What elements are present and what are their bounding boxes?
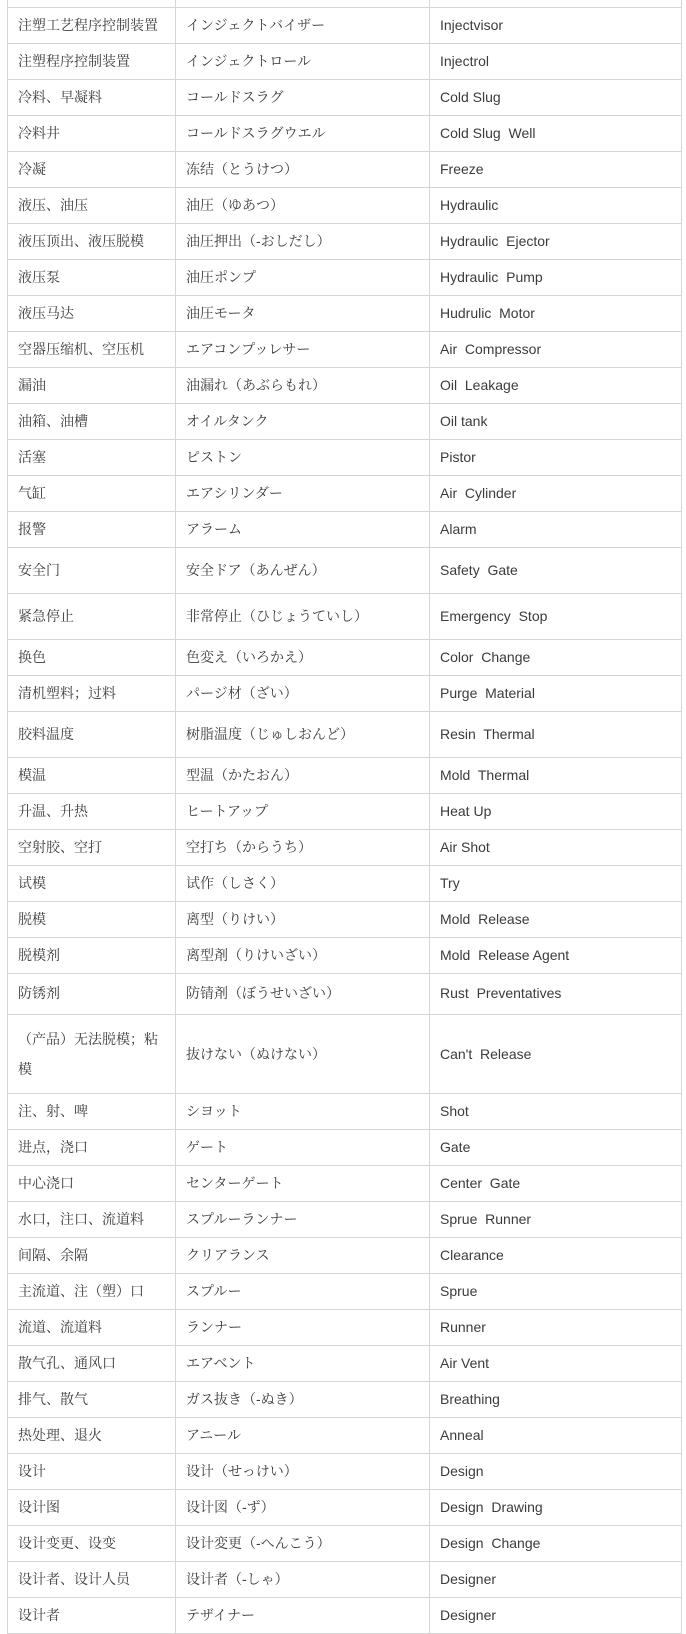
cell-japanese-term: 油圧ポンプ [176,259,430,295]
cell-chinese-term: 液压、油压 [8,187,176,223]
table-row [8,1525,682,1561]
cell-japanese-term: 防锖剤（ぼうせいざい） [176,973,430,1014]
cell-chinese-term: 中心浇口 [8,1165,176,1201]
cell-chinese-term: 漏油 [8,367,176,403]
cell-english-term: Gate [430,1129,682,1165]
cell-japanese-term: 安全ドア（あんぜん） [176,547,430,593]
table-row [8,1165,682,1201]
table-row [8,1381,682,1417]
cell-chinese-term: 设计者、设计人员 [8,1561,176,1597]
table-row [8,937,682,973]
cell-chinese-term: 流道、流道料 [8,1309,176,1345]
table-row [8,7,682,43]
cell-english-term: Designer [430,1597,682,1633]
cell-japanese-term: ランナー [176,1309,430,1345]
cell-chinese-term: 注塑程序控制装置 [8,43,176,79]
cell-japanese-term: 离型（りけい） [176,901,430,937]
cell-chinese-term: 设计 [8,1453,176,1489]
cell-chinese-term: 报警 [8,511,176,547]
table-row [8,757,682,793]
cell-chinese-term: 进点，浇口 [8,1129,176,1165]
cell-chinese-term: 紧急停止 [8,593,176,639]
cell-english-term: Heat Up [430,793,682,829]
cell-japanese-term: スプルーランナー [176,1201,430,1237]
cell-english-term: Designer [430,1561,682,1597]
cell-english-term: Injectvisor [430,7,682,43]
glossary-table [7,0,682,1634]
cell-english-term: Resin Thermal [430,711,682,757]
cell-chinese-term: 液压顶出、液压脱模 [8,223,176,259]
cell-chinese-term: 空器压缩机、空压机 [8,331,176,367]
cell-english-term: Design Change [430,1525,682,1561]
cell-english-term: Air Compressor [430,331,682,367]
cell-english-term: Oil tank [430,403,682,439]
cell-japanese-term: 设计（せっけい） [176,1453,430,1489]
cell-japanese-term: 色変え（いろかえ） [176,639,430,675]
cell-english-term: Runner [430,1309,682,1345]
cell-english-term: Air Cylinder [430,475,682,511]
cell-english-term: Shot [430,1093,682,1129]
cell-japanese-term: 油圧モータ [176,295,430,331]
cell-english-term: Hydraulic [430,187,682,223]
cell-chinese-term: 液压马达 [8,295,176,331]
table-row [8,79,682,115]
cell-english-term: Purge Material [430,675,682,711]
cell-japanese-term: アニール [176,1417,430,1453]
cell-japanese-term: スプルー [176,1273,430,1309]
cell-chinese-term: 油箱、油槽 [8,403,176,439]
cell-english-term: Sprue Runner [430,1201,682,1237]
cell-japanese-term: オイルタンク [176,403,430,439]
cell-english-term: Emergency Stop [430,593,682,639]
table-row [8,639,682,675]
cell-english-term: Mold Release [430,901,682,937]
cell-chinese-term: 防锈剂 [8,973,176,1014]
cell-english-term: Design [430,1453,682,1489]
cell-chinese-term: 主流道、注（塑）口 [8,1273,176,1309]
cell-japanese-term: 设计者（-しゃ） [176,1561,430,1597]
cell-english-term: Center Gate [430,1165,682,1201]
table-row [8,43,682,79]
table-row [8,1453,682,1489]
table-row [8,475,682,511]
table-row [8,1273,682,1309]
cell-english-term: Hudrulic Motor [430,295,682,331]
cell-english-term: Hydraulic Pump [430,259,682,295]
table-row [8,259,682,295]
table-row [8,829,682,865]
table-row [8,1309,682,1345]
cell-chinese-term: 注、射、啤 [8,1093,176,1129]
cell-chinese-term: 活塞 [8,439,176,475]
table-row [8,793,682,829]
cell-chinese-term: 液压泵 [8,259,176,295]
table-row [8,1489,682,1525]
cell-japanese-partial [176,0,430,7]
cell-chinese-term: 脱模剂 [8,937,176,973]
cell-japanese-term: 设计図（-ず） [176,1489,430,1525]
table-row [8,367,682,403]
cell-japanese-term: 试作（しさく） [176,865,430,901]
table-row [8,1561,682,1597]
cell-japanese-term: 油圧（ゆあつ） [176,187,430,223]
cell-japanese-term: 设计変更（-へんこう） [176,1525,430,1561]
cell-english-term: Pistor [430,439,682,475]
cell-chinese-term: （产品）无法脱模；粘模 [8,1014,176,1093]
table-row [8,711,682,757]
cell-chinese-term: 空射胶、空打 [8,829,176,865]
cell-japanese-term: シヨット [176,1093,430,1129]
cell-japanese-term: ガス抜き（-ぬき） [176,1381,430,1417]
table-row [8,151,682,187]
cell-chinese-partial [8,0,176,7]
table-row [8,1345,682,1381]
cell-japanese-term: コールドスラグ [176,79,430,115]
cell-english-term: Oil Leakage [430,367,682,403]
cell-chinese-term: 注塑工艺程序控制装置 [8,7,176,43]
cell-japanese-term: ピストン [176,439,430,475]
cell-japanese-term: エアベント [176,1345,430,1381]
cell-japanese-term: エアシリンダー [176,475,430,511]
cell-english-term: Mold Release Agent [430,937,682,973]
cell-english-partial [430,0,682,7]
cell-chinese-term: 冷料、早凝料 [8,79,176,115]
table-row [8,901,682,937]
cell-english-term: Air Vent [430,1345,682,1381]
cell-english-term: Anneal [430,1417,682,1453]
cell-english-term: Freeze [430,151,682,187]
cell-chinese-term: 安全门 [8,547,176,593]
cell-english-term: Color Change [430,639,682,675]
cell-english-term: Try [430,865,682,901]
cell-english-term: Can't Release [430,1014,682,1093]
table-row [8,973,682,1014]
table-row [8,1237,682,1273]
table-row [8,1417,682,1453]
cell-japanese-term: インジェクトバイザー [176,7,430,43]
cell-english-term: Sprue [430,1273,682,1309]
table-row [8,1201,682,1237]
cell-japanese-term: クリアランス [176,1237,430,1273]
cell-japanese-term: テザイナー [176,1597,430,1633]
cell-chinese-term: 清机塑料；过料 [8,675,176,711]
cell-japanese-term: 油漏れ（あぶらもれ） [176,367,430,403]
cell-japanese-term: パージ材（ざい） [176,675,430,711]
table-row [8,115,682,151]
cell-japanese-term: ゲート [176,1129,430,1165]
cell-chinese-term: 试模 [8,865,176,901]
table-row [8,1093,682,1129]
cell-japanese-term: 油圧押出（-おしだし） [176,223,430,259]
cell-chinese-term: 间隔、余隔 [8,1237,176,1273]
cell-english-term: Cold Slug Well [430,115,682,151]
cell-english-term: Mold Thermal [430,757,682,793]
cell-japanese-term: 冻结（とうけつ） [176,151,430,187]
table-row-partial [8,0,682,7]
table-row [8,511,682,547]
cell-japanese-term: アラーム [176,511,430,547]
cell-chinese-term: 排气、散气 [8,1381,176,1417]
table-row [8,295,682,331]
cell-english-term: Hydraulic Ejector [430,223,682,259]
cell-japanese-term: 树脂温度（じゅしおんど） [176,711,430,757]
cell-english-term: Clearance [430,1237,682,1273]
cell-japanese-term: センターゲート [176,1165,430,1201]
table-row [8,675,682,711]
cell-chinese-term: 设计者 [8,1597,176,1633]
cell-english-term: Safety Gate [430,547,682,593]
table-row [8,331,682,367]
cell-chinese-term: 升温、升热 [8,793,176,829]
cell-japanese-term: エアコンプッレサー [176,331,430,367]
cell-chinese-term: 散气孔、通风口 [8,1345,176,1381]
cell-english-term: Design Drawing [430,1489,682,1525]
cell-english-term: Breathing [430,1381,682,1417]
cell-chinese-term: 水口，注口、流道料 [8,1201,176,1237]
cell-chinese-term: 胶料温度 [8,711,176,757]
table-row [8,403,682,439]
cell-chinese-term: 气缸 [8,475,176,511]
cell-chinese-term: 热处理、退火 [8,1417,176,1453]
cell-english-term: Rust Preventatives [430,973,682,1014]
cell-english-term: Cold Slug [430,79,682,115]
table-row [8,547,682,593]
cell-chinese-term: 设计变更、设变 [8,1525,176,1561]
cell-chinese-term: 设计图 [8,1489,176,1525]
cell-english-term: Injectrol [430,43,682,79]
cell-chinese-term: 换色 [8,639,176,675]
cell-japanese-term: 空打ち（からうち） [176,829,430,865]
cell-chinese-term: 脱模 [8,901,176,937]
table-row [8,187,682,223]
cell-chinese-term: 模温 [8,757,176,793]
cell-chinese-term: 冷料井 [8,115,176,151]
table-row [8,865,682,901]
table-row [8,1129,682,1165]
cell-english-term: Alarm [430,511,682,547]
cell-chinese-term: 冷凝 [8,151,176,187]
cell-japanese-term: 非常停止（ひじょうていし） [176,593,430,639]
table-row [8,1597,682,1633]
cell-japanese-term: インジェクトロール [176,43,430,79]
cell-japanese-term: コールドスラグウエル [176,115,430,151]
cell-english-term: Air Shot [430,829,682,865]
table-row [8,223,682,259]
table-row [8,593,682,639]
table-row [8,439,682,475]
cell-japanese-term: 型温（かたおん） [176,757,430,793]
cell-japanese-term: 抜けない（ぬけない） [176,1014,430,1093]
cell-japanese-term: 离型剤（りけいざい） [176,937,430,973]
cell-japanese-term: ヒートアップ [176,793,430,829]
table-row [8,1014,682,1093]
